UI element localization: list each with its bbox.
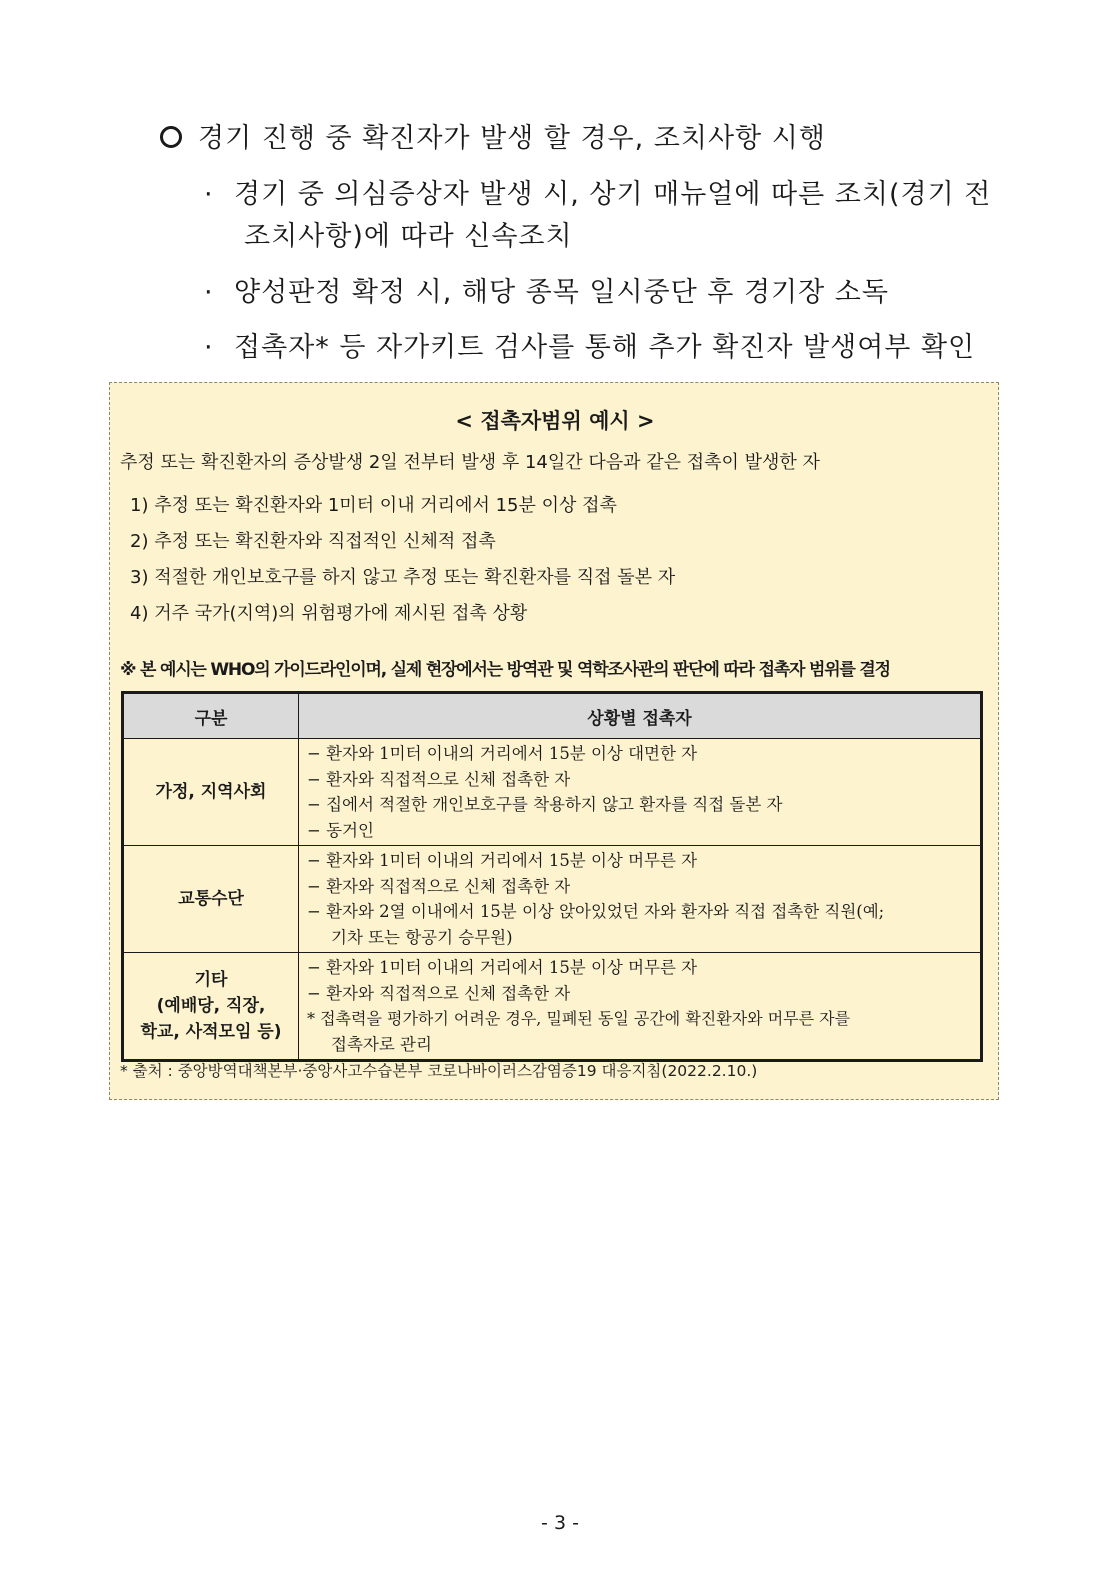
sub-bullet-1: [204, 172, 991, 211]
contact-line: − 환자와 직접적으로 신체 접촉한 자: [307, 983, 571, 1003]
header-contacts: 상황별 접촉자: [299, 693, 982, 739]
box-item-4: 4) 거주 국가(지역)의 위험평가에 제시된 접촉 상황: [130, 603, 528, 624]
box-title: < 접촉자범위 예시 >: [455, 409, 655, 433]
main-bullet: [160, 116, 826, 155]
contact-line-continued: 접촉자로 관리: [331, 1034, 432, 1054]
category-label: (예배당, 직장,: [156, 996, 266, 1016]
category-cell: [123, 953, 299, 1061]
contact-line: − 집에서 적절한 개인보호구를 착용하지 않고 환자를 직접 돌본 자: [307, 795, 783, 814]
category-label: 가정, 지역사회: [155, 782, 267, 802]
contact-line: − 환자와 1미터 이내의 거리에서 15분 이상 머무른 자: [307, 851, 698, 870]
category-cell: [123, 846, 299, 953]
category-label: 학교, 사적모임 등): [140, 1022, 282, 1042]
sub-bullet-2: [204, 270, 889, 309]
contact-line: − 환자와 직접적으로 신체 접촉한 자: [307, 876, 571, 896]
contact-note-line: * 접촉력을 평가하기 어려운 경우, 밀폐된 동일 공간에 확진환자와 머무른 자를: [307, 1009, 851, 1028]
box-item-1: 1) 추정 또는 확진환자와 1미터 이내 거리에서 15분 이상 접촉: [130, 495, 617, 516]
contact-line: − 동거인: [307, 820, 374, 840]
sub-bullet-text: 접촉자* 등 자가키트 검사를 통해 추가 확진자 발생여부 확인: [234, 332, 976, 363]
contacts-table: [121, 691, 983, 1062]
contacts-cell: [299, 846, 982, 953]
page-number: - 3 -: [541, 1512, 579, 1534]
box-item-2: 2) 추정 또는 확진환자와 직접적인 신체적 접촉: [130, 531, 496, 552]
table-row: [123, 953, 982, 1061]
box-intro: 추정 또는 확진환자의 증상발생 2일 전부터 발생 후 14일간 다음과 같은 접촉이 발생한 자: [120, 452, 820, 473]
sub-bullet-marker: ·: [204, 277, 214, 308]
box-item-3: 3) 적절한 개인보호구를 하지 않고 추정 또는 확진환자를 직접 돌본 자: [130, 567, 676, 588]
sub-bullet-1-continued: 조치사항)에 따라 신속조치: [244, 221, 573, 252]
sub-bullet-text: 양성판정 확정 시, 해당 종목 일시중단 후 경기장 소독: [234, 277, 889, 308]
category-cell: [123, 739, 299, 846]
sub-bullet-text: 경기 중 의심증상자 발생 시, 상기 매뉴얼에 따른 조치(경기 전: [234, 179, 992, 210]
header-category: 구분: [123, 693, 299, 739]
contacts-cell: [299, 953, 982, 1061]
contact-line-continued: 기차 또는 항공기 승무원): [331, 927, 513, 947]
table-header-row: [123, 693, 982, 739]
contacts-cell: [299, 739, 982, 846]
table-row: [123, 846, 982, 953]
table-row: [123, 739, 982, 846]
box-note: ※ 본 예시는 WHO의 가이드라인이며, 실제 현장에서는 방역관 및 역학조사관의 판단에 따라 접촉자 범위를 결정: [120, 660, 890, 680]
sub-bullet-marker: ·: [204, 332, 214, 363]
contact-line: − 환자와 1미터 이내의 거리에서 15분 이상 대면한 자: [307, 744, 698, 763]
contact-line: − 환자와 2열 이내에서 15분 이상 앉아있었던 자와 환자와 직접 접촉한 직원(예;: [307, 902, 885, 921]
main-bullet-text: 경기 진행 중 확진자가 발생 할 경우, 조치사항 시행: [198, 123, 826, 154]
contact-scope-box: [109, 382, 999, 1100]
sub-bullet-3: [204, 325, 975, 364]
contact-line: − 환자와 1미터 이내의 거리에서 15분 이상 머무른 자: [307, 958, 698, 977]
contact-line: − 환자와 직접적으로 신체 접촉한 자: [307, 769, 571, 789]
circle-bullet-icon: [160, 126, 182, 148]
category-label: 교통수단: [178, 889, 244, 909]
sub-bullet-marker: ·: [204, 179, 214, 210]
source-note: * 출처 : 중앙방역대책본부·중앙사고수습본부 코로나바이러스감염증19 대응지침(2022.2.10.): [120, 1062, 758, 1080]
category-label: 기타: [194, 970, 228, 990]
